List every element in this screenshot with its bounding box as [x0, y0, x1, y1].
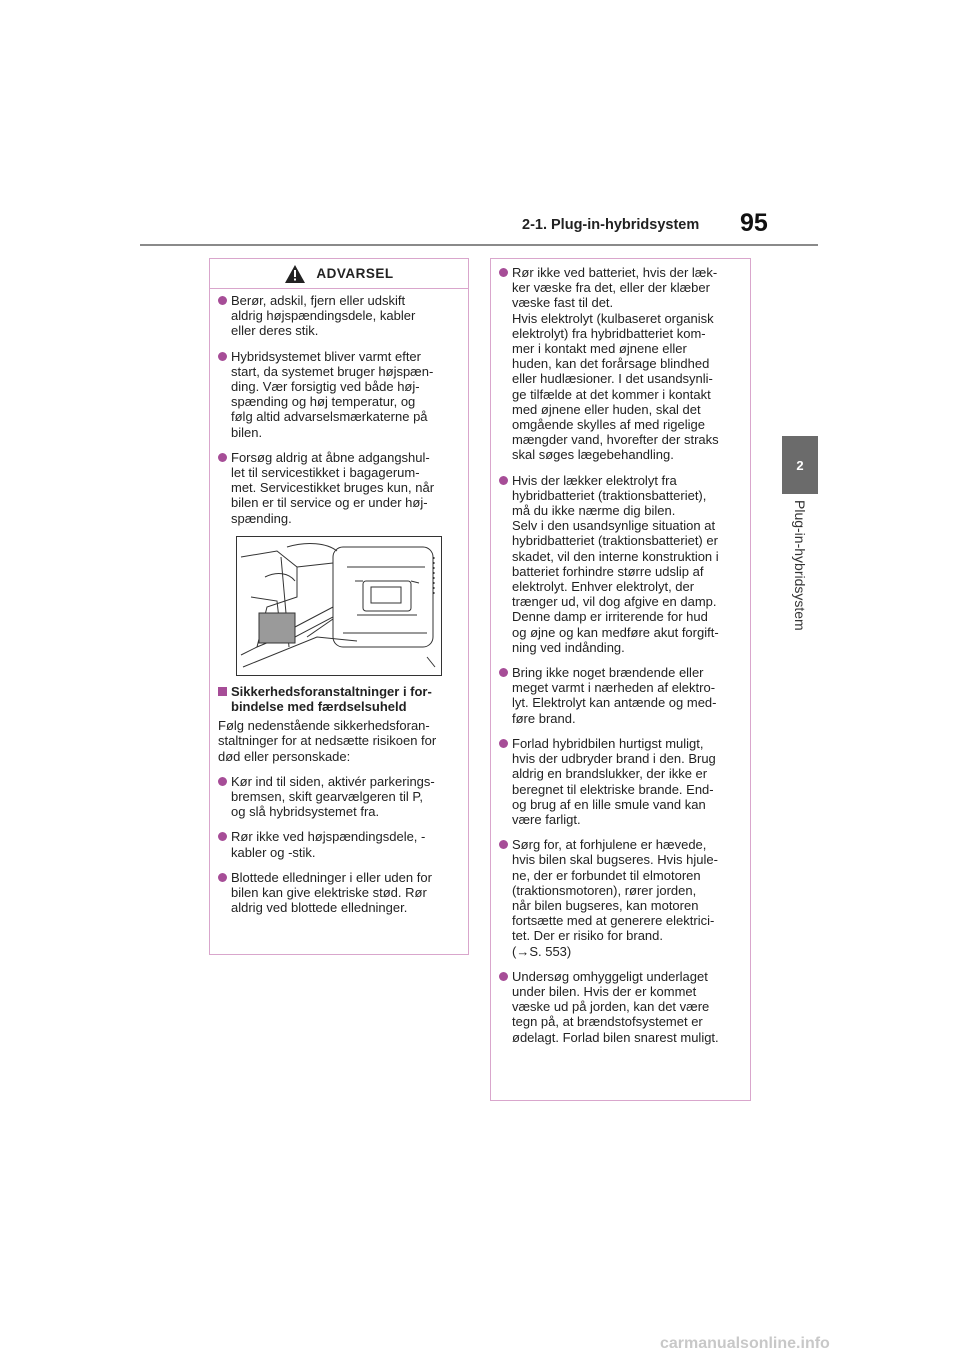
chapter-label: [782, 500, 818, 660]
bullet-icon: [499, 268, 508, 277]
warning-triangle-icon: [284, 264, 306, 284]
service-plug-illustration: [236, 536, 442, 676]
list-item: [218, 829, 460, 859]
list-item-text: Rør ikke ved højspændingsdele, - kabler og -stik.: [231, 829, 426, 860]
warning-content-right: [491, 259, 750, 1045]
list-item: [499, 665, 742, 726]
list-item-text: Undersøg omhyggeligt underlaget under bilen. Hvis der er kommet væske ud på jorden, kan det være tegn på, at brændstofsystemet er ødelagt. Forlad bilen snarest muligt.: [512, 968, 719, 1045]
bullet-icon: [499, 476, 508, 485]
list-item: [218, 774, 460, 820]
list-item-text: Hybridsystemet bliver varmt efter start, da systemet bruger højspæn- ding. Vær forsigtig ved både høj- spænding og høj temperatur, og følg altid advarselsmærkaterne på bilen.: [231, 348, 434, 440]
list-item: [499, 837, 742, 959]
chapter-tab: [782, 436, 818, 494]
list-item: [218, 349, 460, 440]
list-item-text: Kør ind til siden, aktivér parkerings- bremsen, skift gearvælgeren til P, og slå hybridsystemet fra.: [231, 773, 435, 820]
list-item: [218, 450, 460, 526]
bullet-icon: [218, 873, 227, 882]
list-item: [499, 265, 742, 463]
list-item: [499, 473, 742, 655]
chapter-label-text: Plug-in-hybridsystem: [792, 500, 808, 631]
bullet-icon: [218, 832, 227, 841]
warning-header: [210, 259, 468, 289]
list-item: [218, 870, 460, 916]
header-rule: [140, 244, 818, 246]
section-intro: Følg nedenstående sikkerhedsforan- staltninger for at nedsætte risikoen for død eller personskade:: [218, 718, 437, 764]
list-item-text: Sørg for, at forhjulene er hævede, hvis bilen skal bugseres. Hvis hjule- ne, der er forbundet til elmotoren (traktionsmotoren), rører jorden, når bilen bugseres, kan motoren fortsætte med at generere elektrici- tet. Der er risiko for brand. (→S. 553): [512, 837, 718, 959]
list-item-text: Blottede elledninger i eller uden for bilen kan give elektriske stød. Rør aldrig ved blottede elledninger.: [231, 869, 432, 916]
watermark: carmanualsonline.info: [660, 1335, 830, 1352]
warning-content: [210, 289, 468, 915]
list-item-text: Berør, adskil, fjern eller udskift aldrig højspændingsdele, kabler eller deres stik.: [231, 293, 416, 339]
bullet-icon: [499, 739, 508, 748]
warning-title: ADVARSEL: [316, 266, 394, 281]
section-title: 2-1. Plug-in-hybridsystem: [522, 217, 700, 233]
list-item: [218, 293, 460, 339]
chapter-number: 2: [796, 457, 804, 473]
list-item-text: Rør ikke ved batteriet, hvis der læk- ker væske fra det, eller der klæber væske fast til det. Hvis elektrolyt (kulbaseret organisk elektrolyt) fra hybridbatteriet kom- mer i kontakt med øjnene eller huden, kan det forårsage blindhed eller hudlæsioner. I det usandsynli- ge tilfælde at det kommer i kontakt med øjnene eller huden, skal det omgående skylles af med rigelige mængder vand, hvorefter der straks skal søges lægebehandling.: [512, 265, 719, 463]
bullet-icon: [218, 352, 227, 361]
bullet-icon: [218, 777, 227, 786]
page-number: 95: [740, 209, 768, 237]
list-item: [499, 969, 742, 1045]
list-item-text: Forsøg aldrig at åbne adgangshul- let til servicestikket i bagagerum- met. Servicestikket bruges kun, når bilen er til service og er under høj- spænding.: [231, 449, 435, 526]
bullet-icon: [499, 668, 508, 677]
bullet-icon: [218, 296, 227, 305]
list-item: [499, 736, 742, 827]
section-heading: [218, 684, 460, 714]
bullet-icon: [218, 453, 227, 462]
bullet-icon: [499, 840, 508, 849]
bullet-icon: [499, 972, 508, 981]
list-item-text: Forlad hybridbilen hurtigst muligt, hvis der udbryder brand i den. Brug aldrig en brandslukker, der ikke er beregnet til elektriske brande. End- og brug af en lille smule vand kan være farligt.: [512, 735, 716, 827]
warning-box-right: [490, 258, 751, 1101]
section-heading-text: Sikkerhedsforanstaltninger i for- bindelse med færdselsuheld: [231, 683, 432, 715]
list-item-text: Bring ikke noget brændende eller meget varmt i nærheden af elektro- lyt. Elektrolyt kan antænde og med- føre brand.: [512, 665, 717, 726]
list-item-text: Hvis der lækker elektrolyt fra hybridbatteriet (traktionsbatteriet), må du ikke nærme dig bilen. Selv i den usandsynlige situation at hybridbatteriet (traktionsbatteriet) er skadet, vil den interne konstruktion i batteriet forhindre større udslip af elektrolyt. Enhver elektrolyt, der trænger ud, vil dog afgive en damp. Denne damp er irriterende for hud og øjne og kan medføre akut forgift- ning ved indånding.: [512, 472, 719, 655]
warning-box-left: [209, 258, 469, 955]
square-bullet-icon: [218, 687, 227, 696]
